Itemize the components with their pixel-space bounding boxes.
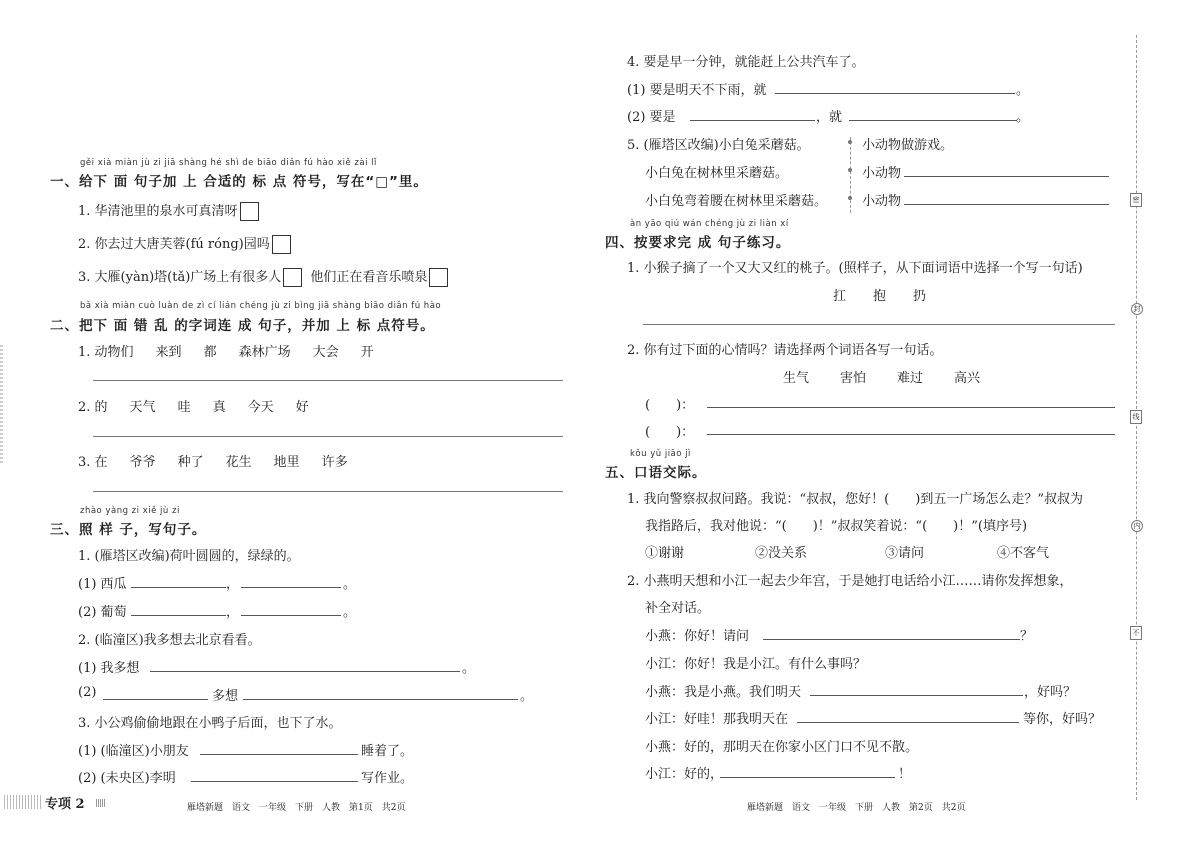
s1-q1-text: 1. 华清池里的泉水可真清呀 [78, 204, 238, 219]
section5-pinyin: kǒu yǔ jiāo jì [630, 449, 691, 459]
footer-decoration [96, 799, 106, 807]
s3-q5-right-3: 小动物 [862, 194, 902, 209]
section1-title: 一、给下 面 句子加 上 合适的 标 点 符号，写在“□”里。 [50, 174, 428, 190]
s3-q4-1: (1) 要是明天不下雨，就 [627, 83, 767, 98]
blank[interactable] [191, 781, 358, 782]
s4-q2-paren-2[interactable]: ( )： [645, 425, 695, 440]
section5-title: 五、口语交际。 [605, 465, 707, 481]
blank[interactable] [241, 615, 341, 616]
divider-line [850, 137, 851, 213]
left-edge-marks [0, 345, 3, 465]
period: 。 [520, 689, 534, 704]
word: 2. 的 [78, 400, 108, 415]
section2-title: 二、把下 面 错 乱 的字词连 成 句子，并加 上 标 点符号。 [50, 318, 435, 334]
s5-q2-line2: 补全对话。 [645, 601, 711, 616]
divider-dot [848, 196, 852, 200]
blank[interactable] [904, 176, 1109, 177]
seal-mark: 封 [1131, 303, 1143, 315]
s3-q4-2-b: ，就 [816, 110, 843, 125]
answer-line[interactable] [707, 407, 1115, 408]
s4-q1-word-1: 扛 [833, 289, 847, 304]
s3-q2-2-mid: 多想 [212, 689, 239, 704]
blank[interactable] [690, 120, 815, 121]
section3-pinyin: zhào yàng zi xiě jù zi [80, 506, 180, 516]
s2-question-3 [78, 451, 370, 470]
section3-title: 三、照 样 子，写句子。 [50, 522, 207, 538]
s5-q1-line2: 我指路后，我对他说：“( )！”叔叔笑着说：“( )！”(填序号) [645, 519, 1028, 534]
period: 。 [343, 605, 357, 620]
s4-q2-word-3: 难过 [897, 371, 924, 386]
divider-dot [848, 140, 852, 144]
s4-q2-paren-1[interactable]: ( )： [645, 398, 695, 413]
s5-q2-line1: 2. 小燕明天想和小江一起去少年宫，于是她打电话给小江……请你发挥想象， [627, 574, 1073, 589]
s2-question-2 [78, 396, 331, 415]
dialog-6: 小江：好的， [645, 767, 724, 782]
blank[interactable] [103, 699, 208, 700]
answer-box[interactable] [429, 268, 448, 287]
word: 都 [203, 345, 217, 360]
blank[interactable] [810, 695, 1023, 696]
s3-q3-2-end: 写作业。 [361, 771, 414, 786]
seal-mark: 线 [1130, 410, 1142, 424]
blank[interactable] [797, 722, 1019, 723]
s3-q2: 2. (临潼区)我多想去北京看看。 [78, 633, 261, 648]
dialog-3: 小燕：我是小燕。我们明天 [645, 685, 802, 700]
word: 3. 在 [78, 455, 108, 470]
blank[interactable] [763, 639, 1020, 640]
s1-question-3 [78, 266, 448, 287]
word: 哇 [177, 400, 191, 415]
seal-mark: 密 [1130, 193, 1142, 207]
s4-q1-word-3: 扔 [913, 289, 927, 304]
dialog-4: 小江：好哇！那我明天在 [645, 712, 789, 727]
answer-line[interactable] [93, 436, 563, 437]
blank[interactable] [243, 699, 518, 700]
footer-text-right: 雁塔新题 语文 一年级 下册 人教 第2页 共2页 [747, 803, 966, 813]
period: 。 [1016, 83, 1030, 98]
s3-q1: 1. (雁塔区改编)荷叶圆圆的，绿绿的。 [78, 549, 300, 564]
answer-box[interactable] [240, 202, 259, 221]
blank[interactable] [904, 204, 1109, 205]
s3-q3-2: (2) (未央区)李明 [78, 771, 176, 786]
s1-q2-text: 2. 你去过大唐芙蓉(fú róng)园吗 [78, 237, 270, 252]
word: 爷爷 [129, 455, 156, 470]
dialog-1-end: ？ [1020, 629, 1034, 644]
s4-q2-word-1: 生气 [783, 371, 810, 386]
word: 来到 [155, 345, 182, 360]
word: 天气 [129, 400, 156, 415]
s3-q2-2: (2) [78, 685, 97, 700]
s5-q1-line1: 1. 我向警察叔叔问路。我说：“叔叔，您好！( )到五一广场怎么走？”叔叔为 [627, 492, 1083, 507]
s5-q1-option-1: ①谢谢 [645, 546, 685, 561]
word: 大会 [312, 345, 339, 360]
dialog-3-end: ，好吗？ [1024, 685, 1077, 700]
word: 许多 [321, 455, 348, 470]
word: 真 [212, 400, 226, 415]
s3-q4: 4. 要是早一分钟，就能赶上公共汽车了。 [627, 55, 865, 70]
s5-q1-option-2: ②没关系 [755, 546, 808, 561]
word: 开 [360, 345, 374, 360]
s1-question-1 [78, 200, 259, 221]
s4-q2-word-2: 害怕 [840, 371, 867, 386]
footer-pattern [4, 795, 42, 809]
s4-q1: 1. 小猴子摘了一个又大又红的桃子。(照样子，从下面词语中选择一个写一句话) [627, 261, 1083, 276]
section4-pinyin: àn yāo qiú wán chéng jù zi liàn xí [630, 219, 789, 229]
divider-dot [848, 168, 852, 172]
s3-q5: 5. (雁塔区改编)小白兔采蘑菇。 [627, 138, 810, 153]
s4-q2: 2. 你有过下面的心情吗？请选择两个词语各写一句话。 [627, 343, 943, 358]
s3-q5-right-2: 小动物 [862, 166, 902, 181]
answer-box[interactable] [283, 268, 302, 287]
s5-q1-option-4: ④不客气 [997, 546, 1050, 561]
dialog-5: 小燕：好的，那明天在你家小区门口不见不散。 [645, 740, 919, 755]
s1-q3-text-a: 3. 大雁(yàn)塔(tǎ)广场上有很多人 [78, 270, 282, 285]
seal-mark: 不 [1130, 626, 1142, 640]
footer-text: 雁塔新题 语文 一年级 下册 人教 第1页 共2页 [187, 803, 406, 813]
s1-question-2 [78, 233, 291, 254]
dialog-6-end: ！ [898, 767, 912, 782]
period: 。 [1016, 110, 1030, 125]
comma: ， [226, 577, 240, 592]
s3-q3: 3. 小公鸡偷偷地跟在小鸭子后面，也下了水。 [78, 716, 342, 731]
s4-q2-word-4: 高兴 [954, 371, 981, 386]
s4-q1-word-2: 抱 [873, 289, 887, 304]
period: 。 [343, 577, 357, 592]
word: 地里 [273, 455, 300, 470]
blank[interactable] [131, 615, 226, 616]
s3-q5-left-3: 小白兔弯着腰在树林里采蘑菇。 [645, 194, 828, 209]
section4-title: 四、按要求完 成 句子练习。 [605, 235, 791, 251]
dialog-1: 小燕：你好！请问 [645, 629, 750, 644]
blank[interactable] [131, 587, 226, 588]
blank[interactable] [720, 777, 895, 778]
s3-q2-1: (1) 我多想 [78, 661, 140, 676]
s3-q3-1: (1) (临潼区)小朋友 [78, 744, 189, 759]
s3-q5-right-1: 小动物做游戏。 [862, 138, 954, 153]
section1-pinyin: gěi xià miàn jù zi jiā shàng hé shì de biāo diǎn fú hào xiě zài lǐ [80, 158, 377, 168]
answer-line[interactable] [93, 491, 563, 492]
seal-mark: 内 [1131, 520, 1143, 532]
word: 好 [295, 400, 309, 415]
s1-q3-text-b: 他们正在看音乐喷泉 [310, 270, 428, 285]
answer-box[interactable] [272, 235, 291, 254]
s3-q5-left-2: 小白兔在树林里采蘑菇。 [645, 166, 789, 181]
word: 1. 动物们 [78, 345, 134, 360]
footer-label: 专项 2 [45, 797, 85, 812]
dialog-2: 小江：你好！我是小江。有什么事吗？ [645, 657, 867, 672]
blank[interactable] [775, 93, 1015, 94]
s2-question-1 [78, 341, 396, 360]
word: 种了 [177, 455, 204, 470]
word: 森林广场 [238, 345, 291, 360]
answer-line[interactable] [93, 380, 563, 381]
blank[interactable] [200, 754, 358, 755]
s3-q1-2: (2) 葡萄 [78, 605, 127, 620]
word: 花生 [225, 455, 252, 470]
answer-line[interactable] [643, 324, 1115, 325]
s5-q1-option-3: ③请问 [885, 546, 925, 561]
section2-pinyin: bǎ xià miàn cuò luàn de zì cí lián chéng jù zi bìng jiā shàng biāo diǎn fú hào [80, 301, 442, 311]
blank[interactable] [150, 671, 460, 672]
s3-q3-1-end: 睡着了。 [361, 744, 414, 759]
s3-q4-2: (2) 要是 [627, 110, 676, 125]
answer-line[interactable] [707, 434, 1115, 435]
period: 。 [462, 661, 476, 676]
dialog-4-end: 等你，好吗？ [1023, 712, 1102, 727]
blank[interactable] [241, 587, 341, 588]
blank[interactable] [849, 120, 1017, 121]
s3-q1-1: (1) 西瓜 [78, 577, 127, 592]
comma: ， [226, 605, 240, 620]
word: 今天 [247, 400, 274, 415]
